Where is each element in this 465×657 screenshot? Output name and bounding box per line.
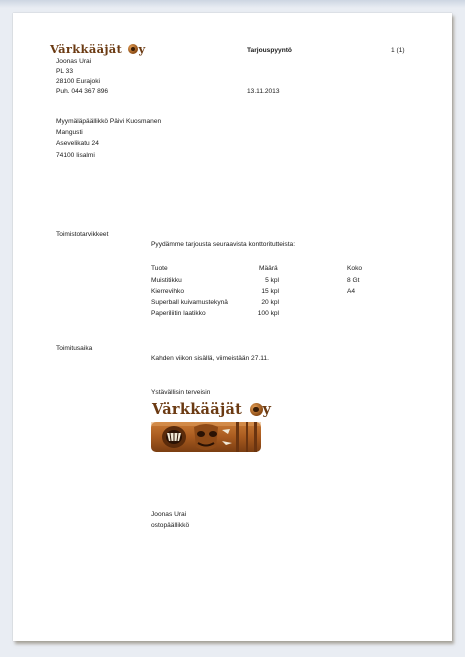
table-cell-quantity: 20 kpl <box>261 299 279 306</box>
table-cell-product: Kierrevihko <box>151 288 184 295</box>
logo-text: Värkkääjät <box>50 42 123 56</box>
document-page <box>13 13 452 641</box>
request-intro: Pyydämme tarjousta seuraavista konttoritutteista: <box>151 241 296 248</box>
sender-name: Joonas Urai <box>56 58 92 65</box>
recipient-name: Myymäläpäällikkö Päivi Kuosmanen <box>56 118 162 125</box>
sender-city: 28100 Eurajoki <box>56 78 100 85</box>
table-cell-size: 8 Gt <box>347 277 360 284</box>
table-cell-product: Superball kuivamustekynä <box>151 299 228 306</box>
table-header-product: Tuote <box>151 265 168 272</box>
sender-street: PL 33 <box>56 68 73 75</box>
recipient-street: Asevelikatu 24 <box>56 140 99 147</box>
table-cell-quantity: 15 kpl <box>261 288 279 295</box>
logo-suffix: y <box>138 42 146 56</box>
table-header-quantity: Määrä <box>259 265 278 272</box>
section-heading-delivery: Toimitusaika <box>56 345 93 352</box>
logo-o-icon <box>250 403 263 416</box>
table-header-size: Koko <box>347 265 363 272</box>
section-heading-supplies: Toimistotarvikkeet <box>56 231 109 238</box>
window-top-bar <box>0 0 465 8</box>
document-date: 13.11.2013 <box>247 88 280 95</box>
table-cell-product: Muistitikku <box>151 277 182 284</box>
logo-o-icon <box>128 44 138 54</box>
table-cell-size: A4 <box>347 288 356 295</box>
signer-name: Joonas Urai <box>151 511 187 518</box>
tiki-mask-image <box>150 417 262 457</box>
company-logo <box>50 42 145 56</box>
page-number: 1 (1) <box>391 47 405 54</box>
table-cell-quantity: 100 kpl <box>257 310 279 317</box>
signer-title: ostopäällikkö <box>151 522 190 529</box>
table-cell-quantity: 5 kpl <box>265 277 279 284</box>
logo-suffix: y <box>262 401 272 418</box>
recipient-company: Mangusti <box>56 129 83 136</box>
delivery-time-text: Kahden viikon sisällä, viimeistään 27.11. <box>151 355 269 362</box>
table-cell-product: Paperiliitin laatikko <box>151 310 206 317</box>
logo-text: Värkkääjät <box>152 401 243 418</box>
sender-phone: Puh. 044 367 896 <box>56 88 109 95</box>
closing-greeting: Ystävällisin terveisin <box>151 389 211 396</box>
document-type: Tarjouspyyntö <box>247 47 292 54</box>
recipient-city: 74100 Iisalmi <box>56 152 95 159</box>
signature-logo <box>152 401 271 418</box>
